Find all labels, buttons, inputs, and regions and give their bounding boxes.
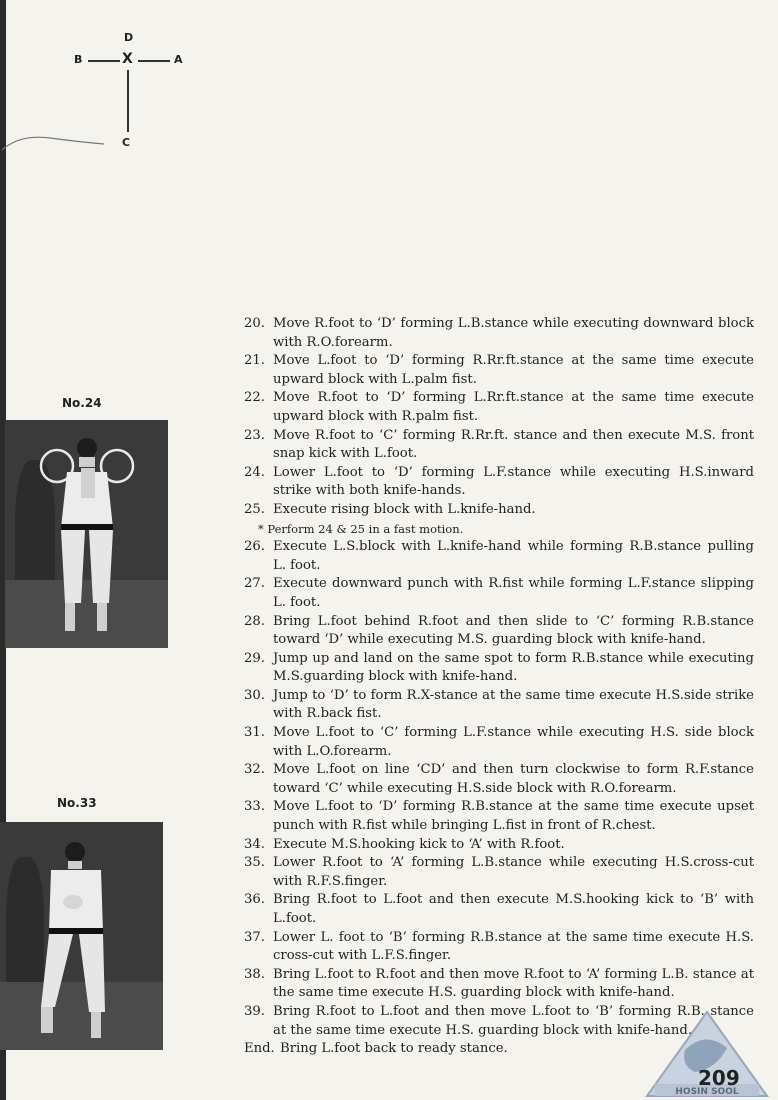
step-item — [244, 315, 754, 352]
step-item — [244, 538, 754, 575]
step-item — [244, 836, 754, 855]
figure-label-33: No.33 — [57, 796, 97, 810]
page-number: 209 — [698, 1066, 740, 1090]
step-text: Move L.foot to ‘D’ forming R.B.stance at the same time execute upset punch with R.fist while bringing L.fist in front of R.chest. — [273, 799, 754, 834]
step-item — [244, 929, 754, 966]
stray-hair-line — [0, 128, 110, 158]
step-item — [244, 464, 754, 501]
step-item — [244, 798, 754, 835]
step-number: 38. — [244, 966, 265, 982]
martial-artist-figure-33 — [25, 832, 135, 1047]
step-end-label: End. — [244, 1041, 275, 1057]
step-number: 31. — [244, 725, 265, 741]
step-text: Bring L.foot to R.foot and then move R.foot to ‘A’ forming L.B. stance at the same time execute H.S. guarding block with knife-hand. — [273, 966, 754, 1001]
step-text: Lower R.foot to ‘A’ forming L.B.stance while executing H.S.cross-cut with R.F.S.finger. — [273, 855, 754, 889]
step-text: Jump up and land on the same spot to form R.B.stance while executing M.S.guarding block with knife-hand. — [273, 650, 754, 685]
step-item — [244, 352, 754, 389]
step-text: Move L.foot to ‘D’ forming R.Rr.ft.stance at the same time execute upward block with L.palm fist. — [273, 353, 754, 387]
diagram-line-c — [127, 70, 129, 132]
diagram-center-x: X — [122, 51, 133, 67]
step-number: 22. — [244, 390, 265, 406]
step-text: Bring L.foot behind R.foot and then slide to ‘C’ forming R.B.stance toward ‘D’ while executing M.S. guarding block with knife-hand. — [273, 613, 754, 648]
step-text: Lower L.foot to ‘D’ forming L.F.stance while executing H.S.inward strike with both knife-hands. — [273, 464, 754, 499]
photo-figure-33 — [0, 822, 163, 1050]
step-number: 25. — [244, 501, 265, 517]
step-item — [244, 613, 754, 650]
step-text: Move R.foot to ‘C’ forming R.Rr.ft. stance and then execute M.S. front snap kick with L.foot. — [273, 427, 754, 462]
diagram-line-b — [88, 60, 120, 62]
step-text: Bring R.foot to L.foot and then execute M.S.hooking kick to ‘B’ with L.foot. — [273, 892, 754, 926]
step-number: 28. — [244, 613, 265, 629]
step-item — [244, 966, 754, 1003]
step-item — [244, 427, 754, 464]
form-steps-list — [244, 315, 754, 1059]
step-number: 29. — [244, 650, 265, 666]
step-text: Move R.foot to ‘D’ forming L.B.stance while executing downward block with R.O.forearm. — [273, 316, 754, 350]
step-item — [244, 854, 754, 891]
figure-label-24: No.24 — [62, 396, 102, 410]
step-item — [244, 575, 754, 612]
step-number: 23. — [244, 427, 265, 443]
step-text: Jump to ‘D’ to form R.X-stance at the same time execute H.S.side strike with R.back fist. — [273, 687, 754, 722]
martial-artist-figure-24 — [35, 428, 145, 643]
step-text: Execute downward punch with R.fist while forming L.F.stance slipping L. foot. — [273, 576, 754, 610]
logo-text: HOSIN SOOL — [675, 1087, 739, 1097]
step-number: 26. — [244, 539, 265, 555]
step-item — [244, 724, 754, 761]
step-number: 24. — [244, 464, 265, 480]
step-number: 20. — [244, 316, 265, 331]
step-number: 37. — [244, 929, 265, 945]
diagram-label-d: D — [124, 31, 134, 44]
step-number: 32. — [244, 762, 265, 778]
step-number: 30. — [244, 687, 265, 703]
photo-figure-24 — [5, 420, 168, 648]
step-text: Move L.foot on line ‘CD’ and then turn clockwise to form R.F.stance toward ‘C’ while executing H.S.side block with R.O.forearm. — [273, 762, 754, 796]
diagram-label-a: A — [174, 53, 183, 66]
step-item — [244, 501, 754, 520]
step-item — [244, 761, 754, 798]
diagram-label-b: B — [74, 53, 83, 66]
step-item — [244, 650, 754, 687]
step-text: Execute L.S.block with L.knife-hand while forming R.B.stance pulling L. foot. — [273, 539, 754, 573]
step-number: 36. — [244, 892, 265, 908]
step-number: 39. — [244, 1003, 265, 1019]
step-number: 33. — [244, 799, 265, 815]
step-text: Move L.foot to ‘C’ forming L.F.stance while executing H.S. side block with L.O.forearm. — [273, 725, 754, 759]
step-number: 27. — [244, 576, 265, 592]
step-text: Bring R.foot to L.foot and then move L.foot to ‘B’ forming R.B. stance at the same time execute H.S. guarding block with knife-hand. — [273, 1003, 754, 1038]
step-number: 34. — [244, 836, 265, 852]
step-text: Execute M.S.hooking kick to ‘A’ with R.foot. — [273, 836, 565, 852]
step-item — [244, 687, 754, 724]
step-number: 21. — [244, 353, 265, 369]
step-text: Execute rising block with L.knife-hand. — [273, 501, 536, 517]
step-item — [244, 389, 754, 426]
fast-motion-note: * Perform 24 & 25 in a fast motion. — [258, 521, 464, 536]
step-number: 35. — [244, 855, 265, 871]
step-end-text: Bring L.foot back to ready stance. — [280, 1041, 508, 1057]
diagram-line-a — [138, 60, 170, 62]
step-text: Move R.foot to ‘D’ forming L.Rr.ft.stance at the same time execute upward block with R.palm fist. — [273, 390, 754, 424]
diagram-label-c: C — [122, 136, 131, 149]
step-item — [244, 891, 754, 928]
step-text: Lower L. foot to ‘B’ forming R.B.stance at the same time execute H.S. cross-cut with L.F.S.finger. — [273, 929, 754, 964]
